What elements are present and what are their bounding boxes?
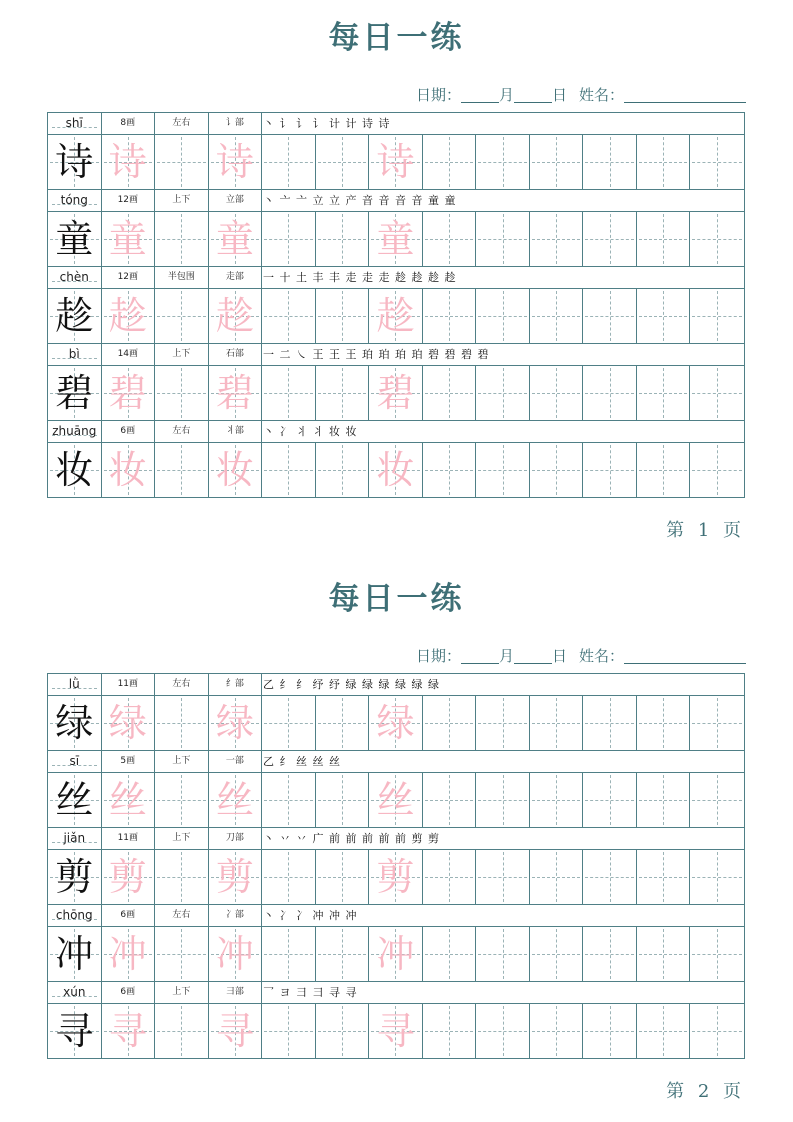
- stroke-order: 丶 亠 亠 立 立 产 音 音 音 音 童 童: [263, 194, 457, 207]
- blank-practice-cell[interactable]: [583, 443, 637, 497]
- blank-practice-cell[interactable]: [637, 212, 691, 266]
- blank-practice-cell[interactable]: [155, 773, 209, 827]
- blank-practice-cell[interactable]: [155, 366, 209, 420]
- model-cell: [48, 366, 102, 420]
- character-info-row: [48, 982, 744, 1004]
- date-name-line: [416, 645, 746, 666]
- stroke-count: 6画: [102, 982, 156, 1003]
- trace-character: 剪: [376, 855, 415, 899]
- name-label: 姓名：: [578, 647, 624, 665]
- model-cell: [48, 135, 102, 189]
- character-block: [48, 905, 744, 982]
- blank-practice-cell[interactable]: [155, 696, 209, 750]
- page-title: 每日一练: [328, 581, 465, 617]
- blank-practice-cell[interactable]: [262, 135, 316, 189]
- blank-practice-cell[interactable]: [476, 212, 530, 266]
- blank-practice-cell[interactable]: [583, 135, 637, 189]
- day-blank[interactable]: [514, 647, 552, 664]
- date-label: 日期：: [415, 86, 461, 104]
- trace-cell[interactable]: [102, 212, 156, 266]
- trace-cell[interactable]: [369, 696, 423, 750]
- trace-cell[interactable]: [102, 366, 156, 420]
- blank-practice-cell[interactable]: [423, 850, 477, 904]
- trace-cell[interactable]: [369, 366, 423, 420]
- blank-practice-cell[interactable]: [155, 135, 209, 189]
- character-info-row: [48, 113, 744, 135]
- trace-character: 趁: [215, 294, 254, 338]
- blank-practice-cell[interactable]: [316, 135, 370, 189]
- structure-label: 上下: [155, 190, 209, 211]
- radical-label: 丬部: [209, 421, 263, 442]
- blank-practice-cell[interactable]: [583, 696, 637, 750]
- trace-character: 寻: [215, 1009, 254, 1053]
- trace-cell[interactable]: [209, 443, 263, 497]
- blank-practice-cell[interactable]: [423, 443, 477, 497]
- name-label: 姓名：: [578, 86, 624, 104]
- character-block: [48, 113, 744, 190]
- pinyin-label: shī: [48, 113, 102, 134]
- blank-practice-cell[interactable]: [155, 212, 209, 266]
- blank-practice-cell[interactable]: [423, 1004, 477, 1058]
- trace-character: 诗: [376, 140, 415, 184]
- worksheet-page-2: [0, 561, 793, 1122]
- structure-label: 左右: [155, 421, 209, 442]
- structure-label: 半包围: [155, 267, 209, 288]
- trace-cell[interactable]: [209, 850, 263, 904]
- trace-character: 碧: [108, 371, 147, 415]
- character-block: [48, 267, 744, 344]
- blank-practice-cell[interactable]: [423, 135, 477, 189]
- trace-character: 趁: [108, 294, 147, 338]
- blank-practice-cell[interactable]: [530, 212, 584, 266]
- stroke-order: 乛 ヨ 彐 彐 寻 寻: [263, 986, 358, 999]
- blank-practice-cell[interactable]: [637, 366, 691, 420]
- blank-practice-cell[interactable]: [690, 212, 744, 266]
- character-info-row: [48, 674, 744, 696]
- date-name-line: [416, 84, 746, 105]
- radical-label: 石部: [209, 344, 263, 365]
- trace-cell[interactable]: [209, 696, 263, 750]
- practice-row: [48, 212, 744, 267]
- model-cell: [48, 850, 102, 904]
- radical-label: 一部: [209, 751, 263, 772]
- trace-character: 冲: [108, 932, 147, 976]
- blank-practice-cell[interactable]: [423, 696, 477, 750]
- blank-practice-cell[interactable]: [530, 289, 584, 343]
- trace-character: 寻: [376, 1009, 415, 1053]
- blank-practice-cell[interactable]: [530, 443, 584, 497]
- model-cell: [48, 443, 102, 497]
- trace-cell[interactable]: [102, 135, 156, 189]
- stroke-count: 12画: [102, 190, 156, 211]
- trace-cell[interactable]: [369, 773, 423, 827]
- pinyin-label: chèn: [48, 267, 102, 288]
- trace-character: 碧: [376, 371, 415, 415]
- trace-character: 妆: [108, 448, 147, 492]
- trace-character: 丝: [376, 778, 415, 822]
- blank-practice-cell[interactable]: [583, 1004, 637, 1058]
- character-block: [48, 828, 744, 905]
- blank-practice-cell[interactable]: [583, 773, 637, 827]
- trace-cell[interactable]: [369, 850, 423, 904]
- stroke-order: 丶 冫 丬 丬 妆 妆: [263, 425, 358, 438]
- model-character: 童: [55, 217, 94, 261]
- practice-row: [48, 289, 744, 344]
- blank-practice-cell[interactable]: [316, 289, 370, 343]
- character-info-row: [48, 344, 744, 366]
- practice-row: [48, 850, 744, 905]
- practice-grid: [47, 673, 745, 1059]
- practice-row: [48, 927, 744, 982]
- trace-character: 剪: [215, 855, 254, 899]
- stroke-order: 丶 冫 冫 冲 冲 冲: [263, 909, 358, 922]
- blank-practice-cell[interactable]: [690, 927, 744, 981]
- blank-practice-cell[interactable]: [316, 927, 370, 981]
- trace-cell[interactable]: [209, 366, 263, 420]
- blank-practice-cell[interactable]: [476, 135, 530, 189]
- blank-practice-cell[interactable]: [476, 927, 530, 981]
- blank-practice-cell[interactable]: [690, 850, 744, 904]
- pinyin-label: xún: [48, 982, 102, 1003]
- structure-label: 左右: [155, 905, 209, 926]
- radical-label: 刀部: [209, 828, 263, 849]
- model-character: 趁: [55, 294, 94, 338]
- blank-practice-cell[interactable]: [530, 1004, 584, 1058]
- blank-practice-cell[interactable]: [316, 443, 370, 497]
- trace-character: 绿: [215, 701, 254, 745]
- blank-practice-cell[interactable]: [262, 773, 316, 827]
- radical-label: 讠部: [209, 113, 263, 134]
- day-label: 日: [551, 647, 567, 665]
- trace-cell[interactable]: [209, 1004, 263, 1058]
- practice-row: [48, 366, 744, 421]
- date-label: 日期：: [415, 647, 461, 665]
- blank-practice-cell[interactable]: [155, 443, 209, 497]
- blank-practice-cell[interactable]: [583, 289, 637, 343]
- blank-practice-cell[interactable]: [530, 135, 584, 189]
- month-blank[interactable]: [461, 647, 499, 664]
- trace-character: 冲: [215, 932, 254, 976]
- trace-cell[interactable]: [369, 212, 423, 266]
- model-cell: [48, 927, 102, 981]
- trace-cell[interactable]: [369, 289, 423, 343]
- blank-practice-cell[interactable]: [155, 927, 209, 981]
- practice-row: [48, 443, 744, 498]
- trace-cell[interactable]: [209, 212, 263, 266]
- model-cell: [48, 696, 102, 750]
- blank-practice-cell[interactable]: [316, 850, 370, 904]
- model-cell: [48, 1004, 102, 1058]
- trace-character: 诗: [215, 140, 254, 184]
- trace-character: 诗: [108, 140, 147, 184]
- trace-cell[interactable]: [102, 773, 156, 827]
- character-block: [48, 751, 744, 828]
- stroke-order: 一 十 土 丰 丰 走 走 走 趁 趁 趁 趁: [263, 271, 457, 284]
- blank-practice-cell[interactable]: [530, 773, 584, 827]
- model-character: 寻: [55, 1009, 94, 1053]
- blank-practice-cell[interactable]: [423, 289, 477, 343]
- practice-row: [48, 773, 744, 828]
- trace-cell[interactable]: [209, 927, 263, 981]
- blank-practice-cell[interactable]: [690, 773, 744, 827]
- blank-practice-cell[interactable]: [637, 443, 691, 497]
- radical-label: 走部: [209, 267, 263, 288]
- blank-practice-cell[interactable]: [476, 696, 530, 750]
- blank-practice-cell[interactable]: [530, 927, 584, 981]
- structure-label: 上下: [155, 828, 209, 849]
- blank-practice-cell[interactable]: [316, 696, 370, 750]
- trace-cell[interactable]: [102, 1004, 156, 1058]
- model-cell: [48, 212, 102, 266]
- blank-practice-cell[interactable]: [262, 443, 316, 497]
- character-info-row: [48, 905, 744, 927]
- blank-practice-cell[interactable]: [155, 1004, 209, 1058]
- structure-label: 上下: [155, 751, 209, 772]
- model-character: 丝: [55, 778, 94, 822]
- blank-practice-cell[interactable]: [476, 443, 530, 497]
- model-cell: [48, 289, 102, 343]
- blank-practice-cell[interactable]: [583, 366, 637, 420]
- blank-practice-cell[interactable]: [262, 366, 316, 420]
- stroke-order: 乙 纟 纟 纾 纾 绿 绿 绿 绿 绿 绿: [263, 678, 440, 691]
- trace-character: 趁: [376, 294, 415, 338]
- month-blank[interactable]: [461, 86, 499, 103]
- model-character: 剪: [55, 855, 94, 899]
- blank-practice-cell[interactable]: [262, 289, 316, 343]
- pinyin-label: bì: [48, 344, 102, 365]
- character-info-row: [48, 190, 744, 212]
- blank-practice-cell[interactable]: [476, 850, 530, 904]
- page-title: 每日一练: [328, 20, 465, 56]
- blank-practice-cell[interactable]: [690, 366, 744, 420]
- model-character: 绿: [55, 701, 94, 745]
- practice-row: [48, 1004, 744, 1059]
- stroke-count: 6画: [102, 421, 156, 442]
- trace-character: 寻: [108, 1009, 147, 1053]
- blank-practice-cell[interactable]: [530, 366, 584, 420]
- trace-character: 剪: [108, 855, 147, 899]
- blank-practice-cell[interactable]: [262, 212, 316, 266]
- blank-practice-cell[interactable]: [316, 1004, 370, 1058]
- trace-cell[interactable]: [209, 135, 263, 189]
- trace-cell[interactable]: [369, 135, 423, 189]
- model-cell: [48, 773, 102, 827]
- practice-row: [48, 135, 744, 190]
- month-label: 月: [498, 647, 514, 665]
- page-number: 第 1 页: [666, 520, 745, 541]
- trace-character: 冲: [376, 932, 415, 976]
- model-character: 诗: [55, 140, 94, 184]
- trace-character: 童: [215, 217, 254, 261]
- character-info-row: [48, 751, 744, 773]
- character-info-row: [48, 267, 744, 289]
- stroke-order: 乙 纟 丝 丝 丝: [263, 755, 341, 768]
- blank-practice-cell[interactable]: [262, 1004, 316, 1058]
- radical-label: 彐部: [209, 982, 263, 1003]
- blank-practice-cell[interactable]: [423, 366, 477, 420]
- blank-practice-cell[interactable]: [690, 289, 744, 343]
- stroke-order: 丶 讠 讠 讠 计 计 诗 诗: [263, 117, 391, 130]
- trace-cell[interactable]: [369, 443, 423, 497]
- blank-practice-cell[interactable]: [637, 135, 691, 189]
- stroke-count: 12画: [102, 267, 156, 288]
- character-block: [48, 982, 744, 1059]
- blank-practice-cell[interactable]: [530, 850, 584, 904]
- trace-cell[interactable]: [102, 927, 156, 981]
- stroke-order: 丶 丷 丷 广 前 前 前 前 前 剪 剪: [263, 832, 440, 845]
- trace-character: 绿: [376, 701, 415, 745]
- trace-cell[interactable]: [102, 696, 156, 750]
- trace-cell[interactable]: [102, 850, 156, 904]
- blank-practice-cell[interactable]: [690, 135, 744, 189]
- radical-label: 纟部: [209, 674, 263, 695]
- trace-cell[interactable]: [102, 289, 156, 343]
- trace-character: 丝: [215, 778, 254, 822]
- trace-character: 碧: [215, 371, 254, 415]
- trace-character: 妆: [215, 448, 254, 492]
- blank-practice-cell[interactable]: [316, 212, 370, 266]
- blank-practice-cell[interactable]: [476, 773, 530, 827]
- structure-label: 上下: [155, 982, 209, 1003]
- character-block: [48, 674, 744, 751]
- character-block: [48, 344, 744, 421]
- blank-practice-cell[interactable]: [583, 850, 637, 904]
- day-label: 日: [551, 86, 567, 104]
- name-blank[interactable]: [624, 86, 746, 103]
- blank-practice-cell[interactable]: [262, 850, 316, 904]
- structure-label: 左右: [155, 113, 209, 134]
- blank-practice-cell[interactable]: [423, 773, 477, 827]
- stroke-count: 11画: [102, 828, 156, 849]
- blank-practice-cell[interactable]: [155, 289, 209, 343]
- trace-cell[interactable]: [209, 289, 263, 343]
- blank-practice-cell[interactable]: [690, 696, 744, 750]
- day-blank[interactable]: [514, 86, 552, 103]
- trace-character: 童: [108, 217, 147, 261]
- trace-character: 童: [376, 217, 415, 261]
- blank-practice-cell[interactable]: [637, 773, 691, 827]
- character-info-row: [48, 421, 744, 443]
- trace-cell[interactable]: [369, 927, 423, 981]
- model-character: 妆: [55, 448, 94, 492]
- blank-practice-cell[interactable]: [423, 212, 477, 266]
- model-character: 冲: [55, 932, 94, 976]
- blank-practice-cell[interactable]: [637, 1004, 691, 1058]
- blank-practice-cell[interactable]: [637, 696, 691, 750]
- blank-practice-cell[interactable]: [316, 366, 370, 420]
- structure-label: 上下: [155, 344, 209, 365]
- pinyin-label: lǜ: [48, 674, 102, 695]
- stroke-count: 6画: [102, 905, 156, 926]
- pinyin-label: sī: [48, 751, 102, 772]
- blank-practice-cell[interactable]: [583, 927, 637, 981]
- trace-cell[interactable]: [102, 443, 156, 497]
- blank-practice-cell[interactable]: [690, 443, 744, 497]
- stroke-count: 11画: [102, 674, 156, 695]
- stroke-count: 5画: [102, 751, 156, 772]
- character-info-row: [48, 828, 744, 850]
- practice-row: [48, 696, 744, 751]
- blank-practice-cell[interactable]: [690, 1004, 744, 1058]
- character-block: [48, 190, 744, 267]
- blank-practice-cell[interactable]: [316, 773, 370, 827]
- trace-character: 丝: [108, 778, 147, 822]
- blank-practice-cell[interactable]: [476, 1004, 530, 1058]
- blank-practice-cell[interactable]: [637, 927, 691, 981]
- blank-practice-cell[interactable]: [637, 289, 691, 343]
- structure-label: 左右: [155, 674, 209, 695]
- blank-practice-cell[interactable]: [476, 289, 530, 343]
- pinyin-label: zhuāng: [48, 421, 102, 442]
- radical-label: 立部: [209, 190, 263, 211]
- pinyin-label: tóng: [48, 190, 102, 211]
- blank-practice-cell[interactable]: [423, 927, 477, 981]
- name-blank[interactable]: [624, 647, 746, 664]
- pinyin-label: jiǎn: [48, 828, 102, 849]
- character-block: [48, 421, 744, 498]
- practice-grid: [47, 112, 745, 498]
- stroke-count: 14画: [102, 344, 156, 365]
- blank-practice-cell[interactable]: [637, 850, 691, 904]
- blank-practice-cell[interactable]: [583, 212, 637, 266]
- trace-cell[interactable]: [209, 773, 263, 827]
- pinyin-label: chōng: [48, 905, 102, 926]
- blank-practice-cell[interactable]: [262, 927, 316, 981]
- trace-cell[interactable]: [369, 1004, 423, 1058]
- radical-label: 冫部: [209, 905, 263, 926]
- trace-character: 绿: [108, 701, 147, 745]
- month-label: 月: [498, 86, 514, 104]
- blank-practice-cell[interactable]: [530, 696, 584, 750]
- blank-practice-cell[interactable]: [155, 850, 209, 904]
- page-number: 第 2 页: [666, 1081, 745, 1102]
- blank-practice-cell[interactable]: [476, 366, 530, 420]
- blank-practice-cell[interactable]: [262, 696, 316, 750]
- stroke-order: 一 二 ㇏ 王 王 王 珀 珀 珀 珀 碧 碧 碧 碧: [263, 348, 490, 361]
- trace-character: 妆: [376, 448, 415, 492]
- model-character: 碧: [55, 371, 94, 415]
- stroke-count: 8画: [102, 113, 156, 134]
